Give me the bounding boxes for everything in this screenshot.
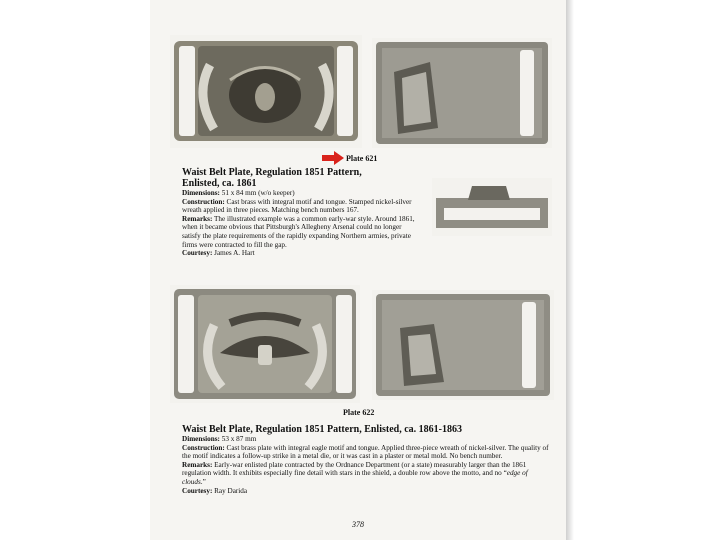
plate-621-dimensions: Dimensions: 51 x 84 mm (w/o keeper) [182, 189, 295, 197]
plate-621-title-line1: Waist Belt Plate, Regulation 1851 Pattern, [182, 167, 362, 178]
plate-622-front-photo [170, 285, 360, 403]
plate-622-dimensions: Dimensions: 53 x 87 mm [182, 435, 257, 443]
plate-621-remarks: Remarks: The illustrated example was a common early-war style. Around 1861, when it became obvious that Pittsburgh's Allegheny Arsenal could no longer satisfy the plate requirements of the rapidly expanding Northern armies, private firms were contracted to fill the gap. [182, 214, 415, 249]
plate-621-courtesy: Courtesy: James A. Hart [182, 249, 255, 258]
plate-621-back-photo [372, 38, 552, 148]
red-arrow-icon [322, 151, 344, 165]
plate-622-construction: Construction: Cast brass plate with integral eagle motif and tongue. Applied three-piece wreath of nickel-silver. The quality of the motif indicates a follow-up strike in a metal die, or it was cast in a plaster or metal mold. No bench number. [182, 443, 549, 461]
plate-621-keeper-photo [432, 178, 552, 236]
page-edge-shadow [566, 0, 574, 540]
plate-621-description [182, 167, 422, 258]
plate-621-label: Plate 621 [346, 154, 378, 163]
plate-622-remarks: Remarks: Early-war enlisted plate contracted by the Ordnance Department (or a state) measurably larger than the 1861 regulation width. It exhibits especially fine detail with stars in the shield, a double row above the motto, and no “edge of clouds.” [182, 460, 528, 486]
page-number: 378 [352, 520, 364, 529]
plate-622-courtesy: Courtesy: Ray Darida [182, 486, 248, 495]
plate-622-label: Plate 622 [343, 408, 375, 417]
plate-621-title-line2: Enlisted, ca. 1861 [182, 178, 257, 189]
plate-621-construction: Construction: Cast brass with integral motif and tongue. Stamped nickel-silver wreath applied in three pieces. Matching bench numbers 167. [182, 197, 412, 215]
plate-621-front-photo [170, 35, 362, 148]
plate-622-description [182, 424, 552, 495]
plate-622-back-photo [372, 290, 554, 400]
plate-622-title: Waist Belt Plate, Regulation 1851 Pattern, Enlisted, ca. 1861-1863 [182, 424, 462, 435]
